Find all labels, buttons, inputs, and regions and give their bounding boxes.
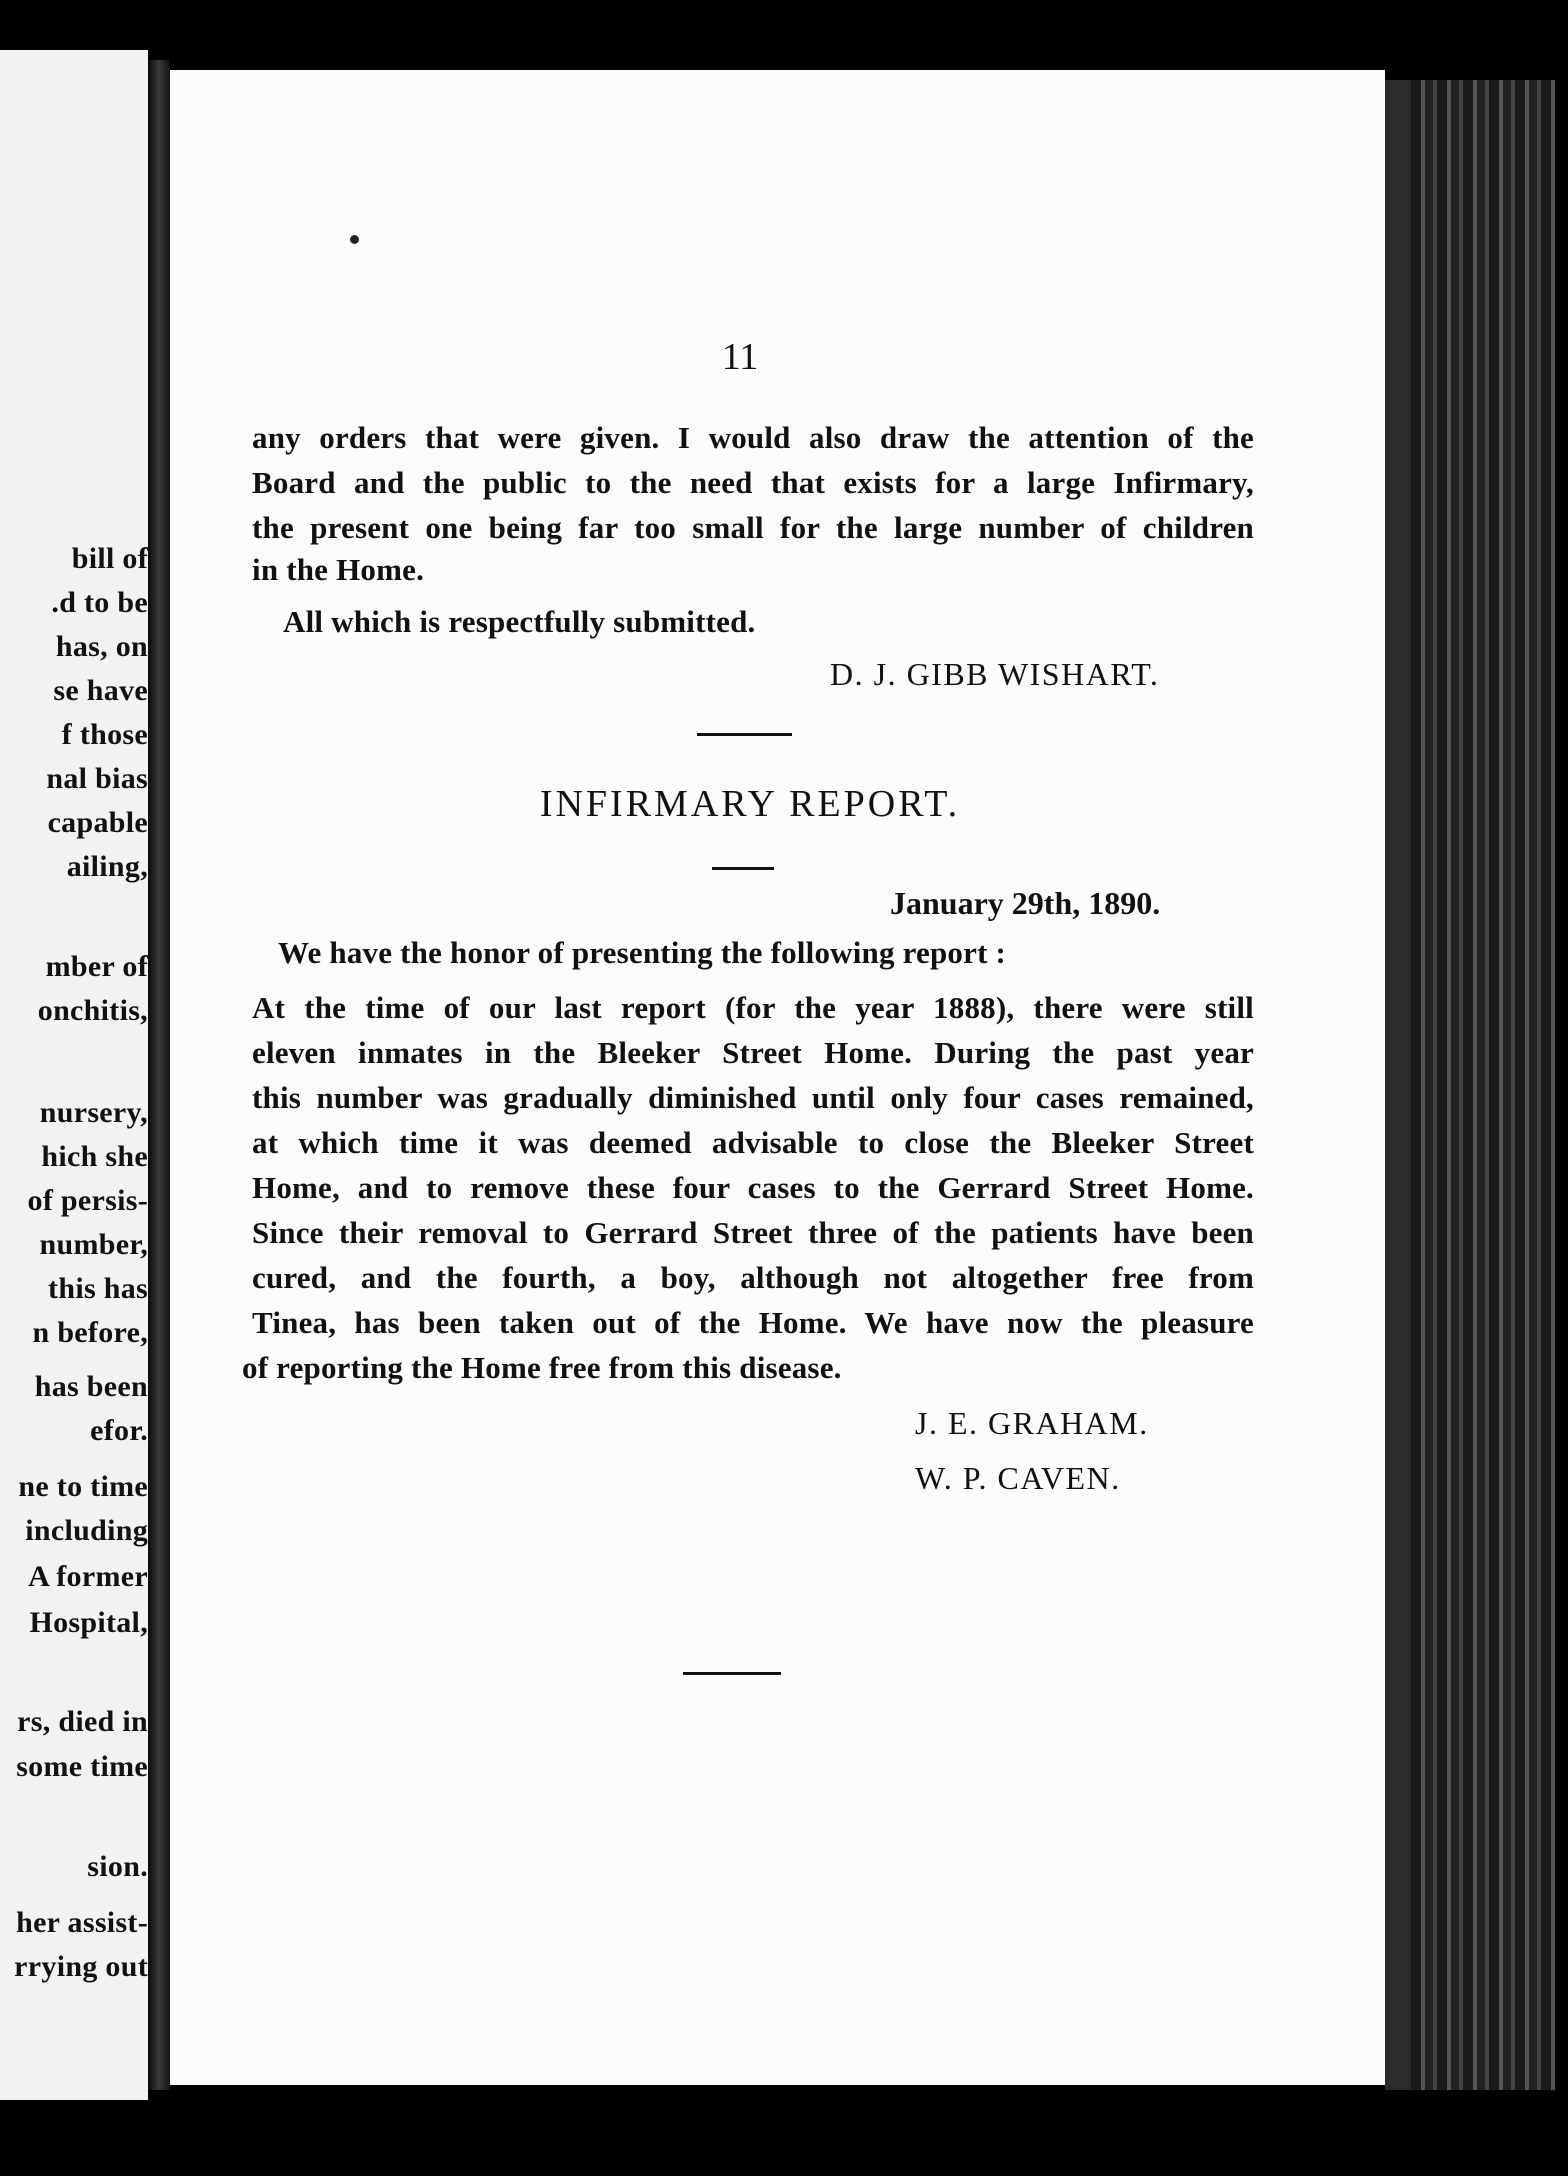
intro-line-3: the present one being far too small for the large number of children xyxy=(252,510,1254,545)
left-page-line: rrying out xyxy=(14,1950,148,1983)
left-page-line: f those xyxy=(61,718,148,751)
body-line-9: of reporting the Home free from this disease. xyxy=(242,1350,842,1385)
left-page-line: this has xyxy=(48,1272,148,1305)
ink-speck xyxy=(350,235,359,244)
body-line-2: eleven inmates in the Bleeker Street Home. During the past year xyxy=(252,1035,1254,1070)
left-page-line: sion. xyxy=(87,1850,148,1883)
end-rule xyxy=(683,1672,781,1675)
left-page-line: has, on xyxy=(55,630,148,663)
left-page-line: capable xyxy=(47,806,148,839)
left-page xyxy=(0,50,148,2100)
separator-rule xyxy=(697,733,792,736)
left-page-line: onchitis, xyxy=(37,994,148,1027)
left-page-line: ailing, xyxy=(66,850,148,883)
left-page-line: n before, xyxy=(32,1316,148,1349)
left-page-line: .d to be xyxy=(51,586,148,619)
heading-rule xyxy=(712,867,774,870)
opening-line: We have the honor of presenting the following report : xyxy=(278,935,1007,970)
left-page-line: bill of xyxy=(71,542,148,575)
left-page-line: number, xyxy=(39,1228,148,1261)
left-page-line: of persis- xyxy=(27,1184,148,1217)
body-line-4: at which time it was deemed advisable to close the Bleeker Street xyxy=(252,1125,1254,1160)
signature-wishart: D. J. GIBB WISHART. xyxy=(830,656,1160,692)
body-line-7: cured, and the fourth, a boy, although not altogether free from xyxy=(252,1260,1254,1295)
left-page-line: se have xyxy=(53,674,148,707)
left-page-line: Hospital, xyxy=(29,1606,148,1639)
body-line-5: Home, and to remove these four cases to the Gerrard Street Home. xyxy=(252,1170,1254,1205)
report-date: January 29th, 1890. xyxy=(890,885,1161,921)
left-page-line: nal bias xyxy=(46,762,148,795)
signature-caven: W. P. CAVEN. xyxy=(915,1460,1121,1496)
book-gutter xyxy=(148,60,170,2090)
left-page-line: her assist- xyxy=(16,1906,148,1939)
body-line-1: At the time of our last report (for the year 1888), there were still xyxy=(252,990,1254,1025)
left-page-line: A former xyxy=(28,1560,148,1593)
left-page-line: efor. xyxy=(90,1414,148,1447)
closing-line: All which is respectfully submitted. xyxy=(283,604,756,639)
intro-line-2: Board and the public to the need that exists for a large Infirmary, xyxy=(252,465,1254,500)
body-line-3: this number was gradually diminished until only four cases remained, xyxy=(252,1080,1254,1115)
page-edge-strip xyxy=(1385,80,1411,2090)
section-heading: INFIRMARY REPORT. xyxy=(539,783,961,825)
left-page-line: mber of xyxy=(45,950,148,983)
page-number: 11 xyxy=(721,336,759,378)
left-page-line: hich she xyxy=(41,1140,148,1173)
body-line-6: Since their removal to Gerrard Street three of the patients have been xyxy=(252,1215,1254,1250)
body-line-8: Tinea, has been taken out of the Home. We have now the pleasure xyxy=(252,1305,1254,1340)
left-page-line: ne to time xyxy=(18,1470,148,1503)
left-page-line: rs, died in xyxy=(17,1705,148,1738)
signature-graham: J. E. GRAHAM. xyxy=(915,1405,1149,1441)
left-page-line: nursery, xyxy=(39,1096,148,1129)
left-page-line: including xyxy=(25,1514,148,1547)
left-page-line: some time xyxy=(16,1750,148,1783)
intro-line-1: any orders that were given. I would also draw the attention of the xyxy=(252,420,1254,455)
left-page-line: has been xyxy=(34,1370,148,1403)
intro-line-4: in the Home. xyxy=(252,552,425,587)
